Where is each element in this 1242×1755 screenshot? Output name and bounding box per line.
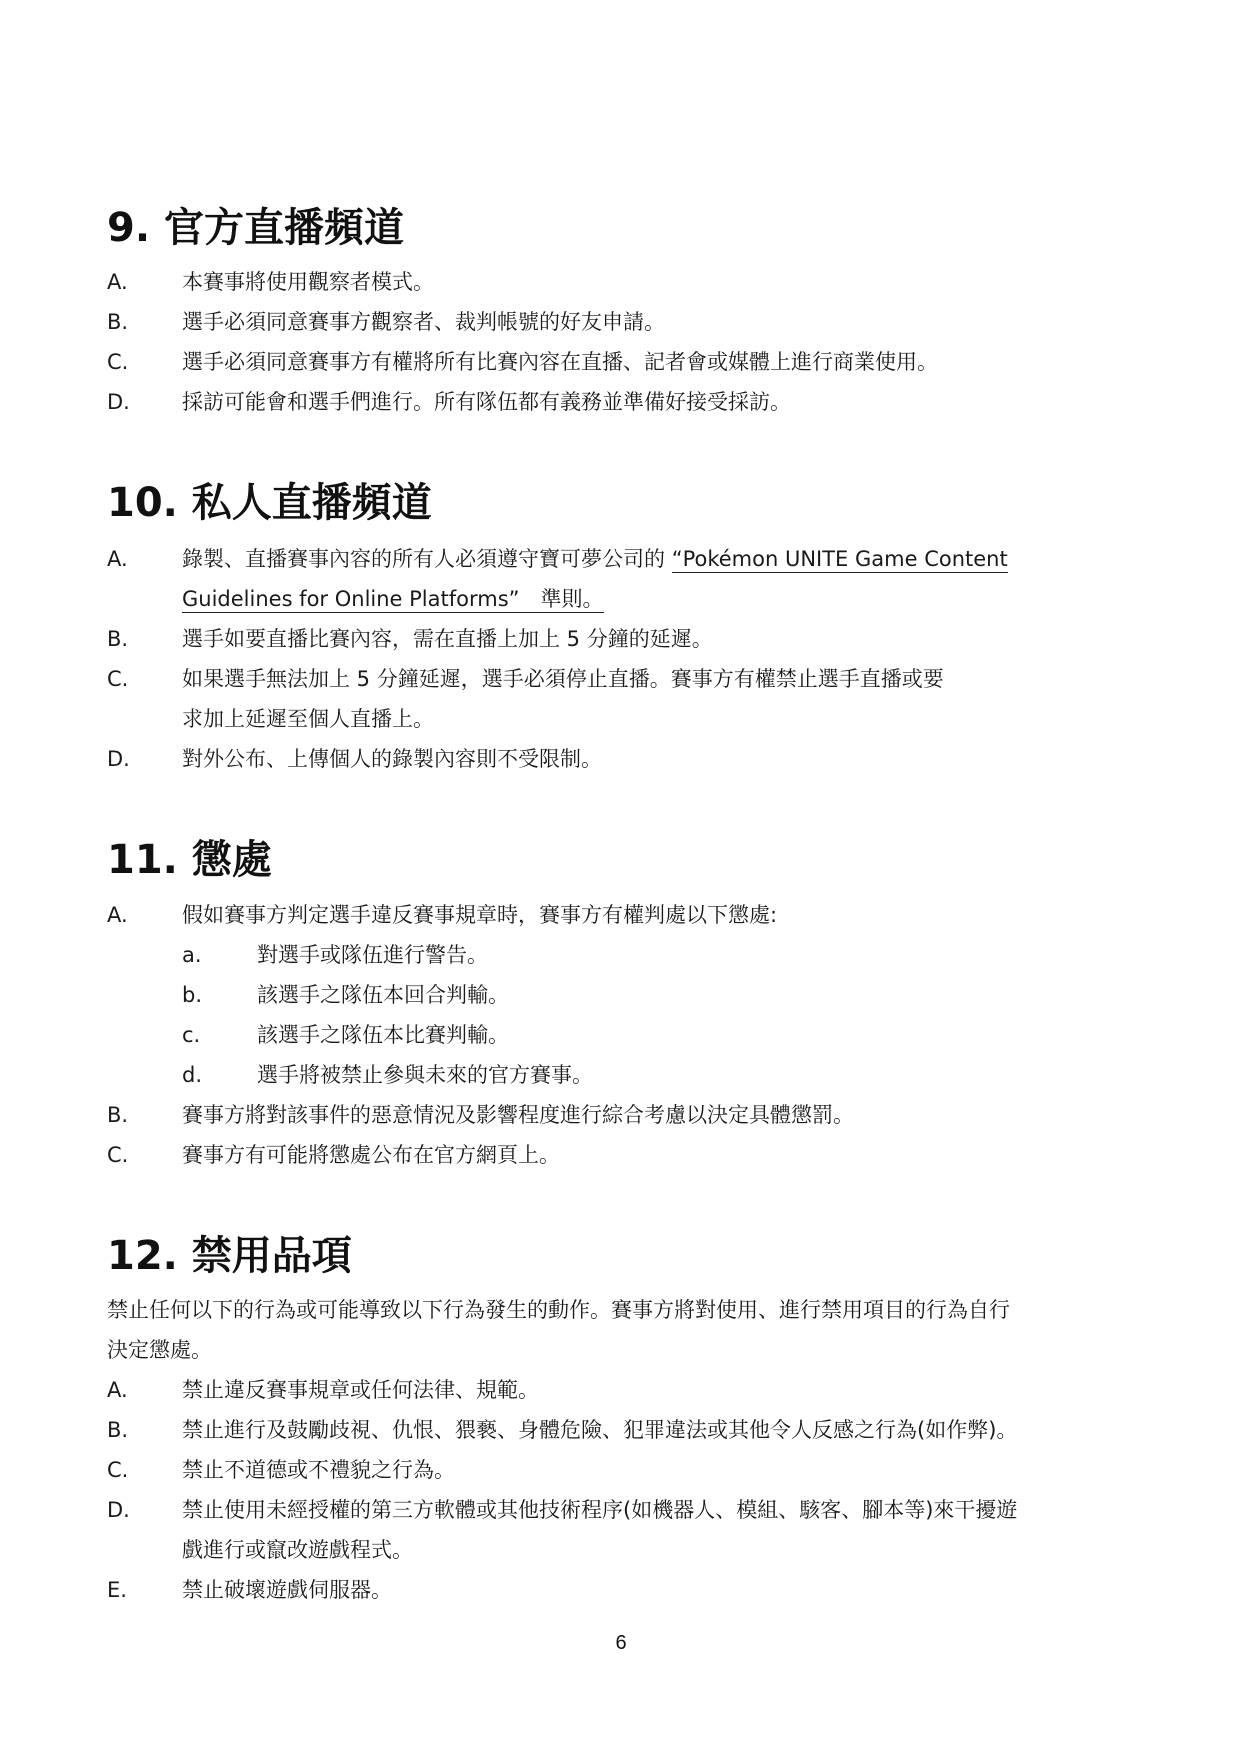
list-marker: A. (107, 1378, 128, 1402)
guidelines-link[interactable]: “Pokémon UNITE Game Content (671, 547, 1008, 571)
page-number: 6 (615, 1632, 627, 1654)
list-text: 禁止進行及鼓勵歧視、仇恨、猥褻、身體危險、犯罪違法或其他令人反感之行為(如作弊)。 (182, 1418, 1018, 1442)
section-heading-10: 10. 私人直播頻道 (107, 480, 432, 526)
list-text: 選手必須同意賽事方觀察者、裁判帳號的好友申請。 (182, 310, 665, 334)
list-text: 禁止使用未經授權的第三方軟體或其他技術程序(如機器人、模組、駭客、腳本等)來干擾遊 (182, 1498, 1018, 1522)
list-text: 戲進行或竄改遊戲程式。 (182, 1538, 413, 1562)
list-marker: B. (107, 310, 129, 334)
intro-text: 禁止任何以下的行為或可能導致以下行為發生的動作。賽事方將對使用、進行禁用項目的行為自行 (107, 1298, 1010, 1322)
list-text: 假如賽事方判定選手違反賽事規章時，賽事方有權判處以下懲處: (182, 903, 778, 927)
sub-list-text: 對選手或隊伍進行警告。 (257, 943, 488, 967)
list-text: 求加上延遲至個人直播上。 (182, 707, 434, 731)
list-marker: C. (107, 350, 129, 374)
list-marker: A. (107, 270, 128, 294)
list-text: 本賽事將使用觀察者模式。 (182, 270, 434, 294)
sub-list-text: 該選手之隊伍本比賽判輸。 (257, 1023, 509, 1047)
guidelines-link-continued (182, 579, 604, 619)
list-marker: A. (107, 903, 128, 927)
list-marker: E. (107, 1578, 127, 1602)
list-marker: D. (107, 1498, 130, 1522)
sub-list-marker: a. (182, 943, 202, 967)
list-marker: C. (107, 667, 129, 691)
list-text: 對外公布、上傳個人的錄製內容則不受限制。 (182, 747, 602, 771)
sub-list-text: 該選手之隊伍本回合判輸。 (257, 983, 509, 1007)
list-marker: B. (107, 1418, 129, 1442)
section-heading-9: 9. 官方直播頻道 (107, 205, 404, 251)
section-heading-11: 11. 懲處 (107, 837, 272, 883)
list-text: 選手必須同意賽事方有權將所有比賽內容在直播、記者會或媒體上進行商業使用。 (182, 350, 938, 374)
list-text: 禁止違反賽事規章或任何法律、規範。 (182, 1378, 539, 1402)
sub-list-marker: b. (182, 983, 203, 1007)
section-heading-12: 12. 禁用品項 (107, 1233, 352, 1279)
list-marker: A. (107, 547, 128, 571)
sub-list-marker: d. (182, 1063, 203, 1087)
list-marker: C. (107, 1143, 129, 1167)
intro-text: 決定懲處。 (107, 1338, 212, 1362)
sub-list-text: 選手將被禁止參與未來的官方賽事。 (257, 1063, 593, 1087)
list-text: 禁止不道德或不禮貌之行為。 (182, 1458, 455, 1482)
list-marker: B. (107, 627, 129, 651)
list-text: 賽事方有可能將懲處公布在官方網頁上。 (182, 1143, 560, 1167)
list-text (182, 539, 1008, 579)
list-marker: C. (107, 1458, 129, 1482)
guidelines-link[interactable]: Guidelines for Online Platforms” 準則。 (182, 587, 604, 611)
list-marker: D. (107, 390, 130, 414)
list-text: 賽事方將對該事件的惡意情況及影響程度進行綜合考慮以決定具體懲罰。 (182, 1103, 854, 1127)
list-text: 如果選手無法加上 5 分鐘延遲，選手必須停止直播。賽事方有權禁止選手直播或要 (182, 667, 944, 691)
sub-list-marker: c. (182, 1023, 201, 1047)
list-marker: D. (107, 747, 130, 771)
list-text: 禁止破壞遊戲伺服器。 (182, 1578, 392, 1602)
list-text: 選手如要直播比賽內容，需在直播上加上 5 分鐘的延遲。 (182, 627, 713, 651)
list-text: 採訪可能會和選手們進行。所有隊伍都有義務並準備好接受採訪。 (182, 390, 791, 414)
list-text-prefix: 錄製、直播賽事內容的所有人必須遵守寶可夢公司的 (182, 547, 665, 571)
list-marker: B. (107, 1103, 129, 1127)
